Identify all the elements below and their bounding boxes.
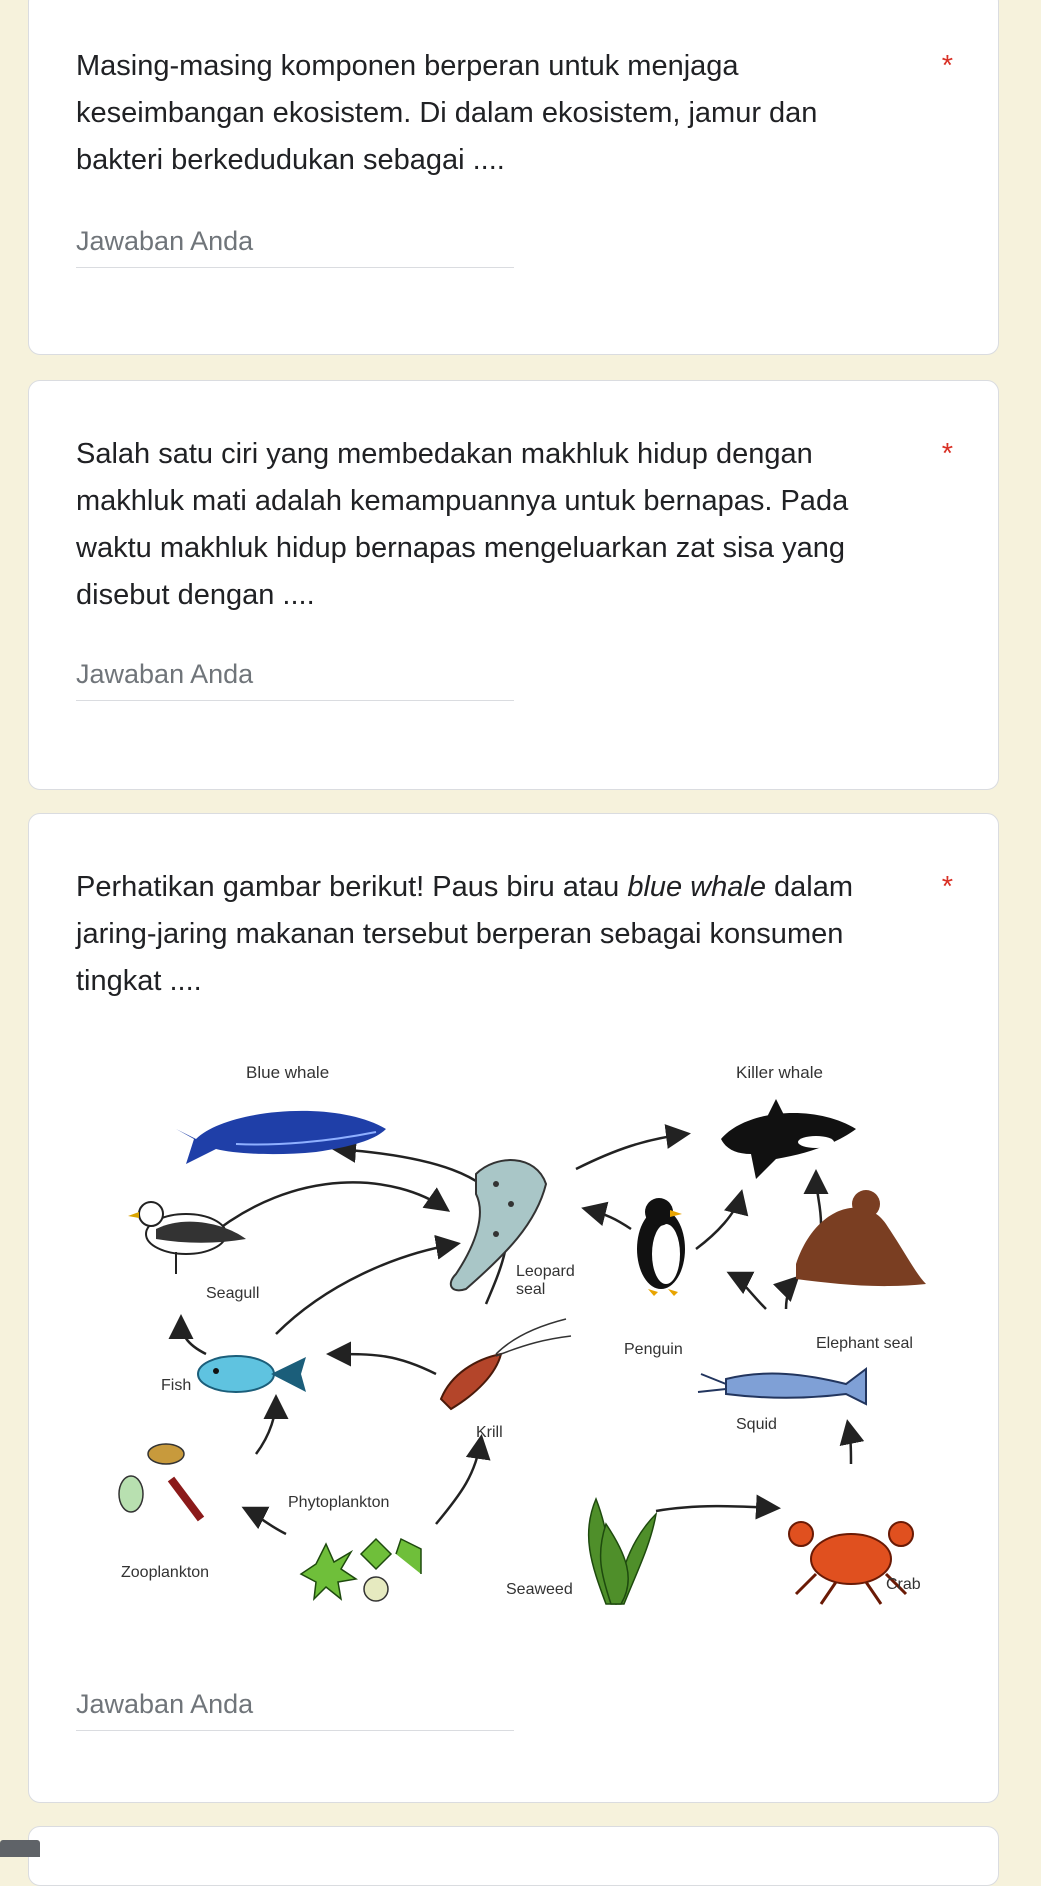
question-text-suffix: dalam (765, 871, 854, 903)
question-card-4 (28, 1826, 999, 1886)
label-zooplankton: Zooplankton (121, 1564, 210, 1581)
question-line: waktu makhluk hidup bernapas mengeluarkan zat sisa yang (76, 532, 845, 564)
answer-input[interactable] (76, 226, 514, 268)
question-text (76, 864, 936, 1005)
label-seagull: Seagull (206, 1285, 260, 1302)
label-crab: Crab (886, 1576, 921, 1593)
required-asterisk: * (941, 871, 953, 903)
question-text (76, 43, 936, 184)
label-krill: Krill (476, 1424, 503, 1441)
label-killer-whale: Killer whale (736, 1063, 823, 1082)
label-squid: Squid (736, 1416, 777, 1433)
label-phytoplankton: Phytoplankton (288, 1494, 390, 1511)
answer-input[interactable] (76, 1689, 514, 1731)
question-line: tingkat .... (76, 965, 202, 997)
label-blue-whale: Blue whale (246, 1063, 330, 1082)
question-line: bakteri berkedudukan sebagai .... (76, 144, 505, 176)
required-asterisk: * (941, 438, 953, 470)
food-web-image (76, 1054, 966, 1644)
question-line: Masing-masing komponen berperan untuk menjaga (76, 50, 739, 82)
question-line: disebut dengan .... (76, 579, 315, 611)
question-text (76, 431, 936, 619)
question-card-1 (28, 0, 999, 355)
label-penguin: Penguin (624, 1341, 683, 1358)
required-asterisk: * (941, 50, 953, 82)
label-fish: Fish (161, 1377, 192, 1394)
label-elephant-seal: Elephant seal (816, 1335, 913, 1352)
scroll-indicator[interactable] (0, 1840, 40, 1857)
question-line: Salah satu ciri yang membedakan makhluk hidup dengan (76, 438, 813, 470)
label-leopard-seal-line1: Leopard (516, 1263, 575, 1280)
question-card-3 (28, 813, 999, 1803)
question-text-italic: blue whale (627, 871, 766, 903)
label-leopard-seal-line2: seal (516, 1281, 546, 1298)
question-text-prefix: Perhatikan gambar berikut! Paus biru atau (76, 871, 628, 903)
question-line (76, 864, 936, 911)
answer-input[interactable] (76, 659, 514, 701)
question-line: jaring-jaring makanan tersebut berperan sebagai konsumen (76, 918, 844, 950)
question-line: keseimbangan ekosistem. Di dalam ekosistem, jamur dan (76, 97, 818, 129)
label-seaweed: Seaweed (506, 1581, 573, 1598)
question-card-2 (28, 380, 999, 790)
question-line: makhluk mati adalah kemampuannya untuk bernapas. Pada (76, 485, 849, 517)
